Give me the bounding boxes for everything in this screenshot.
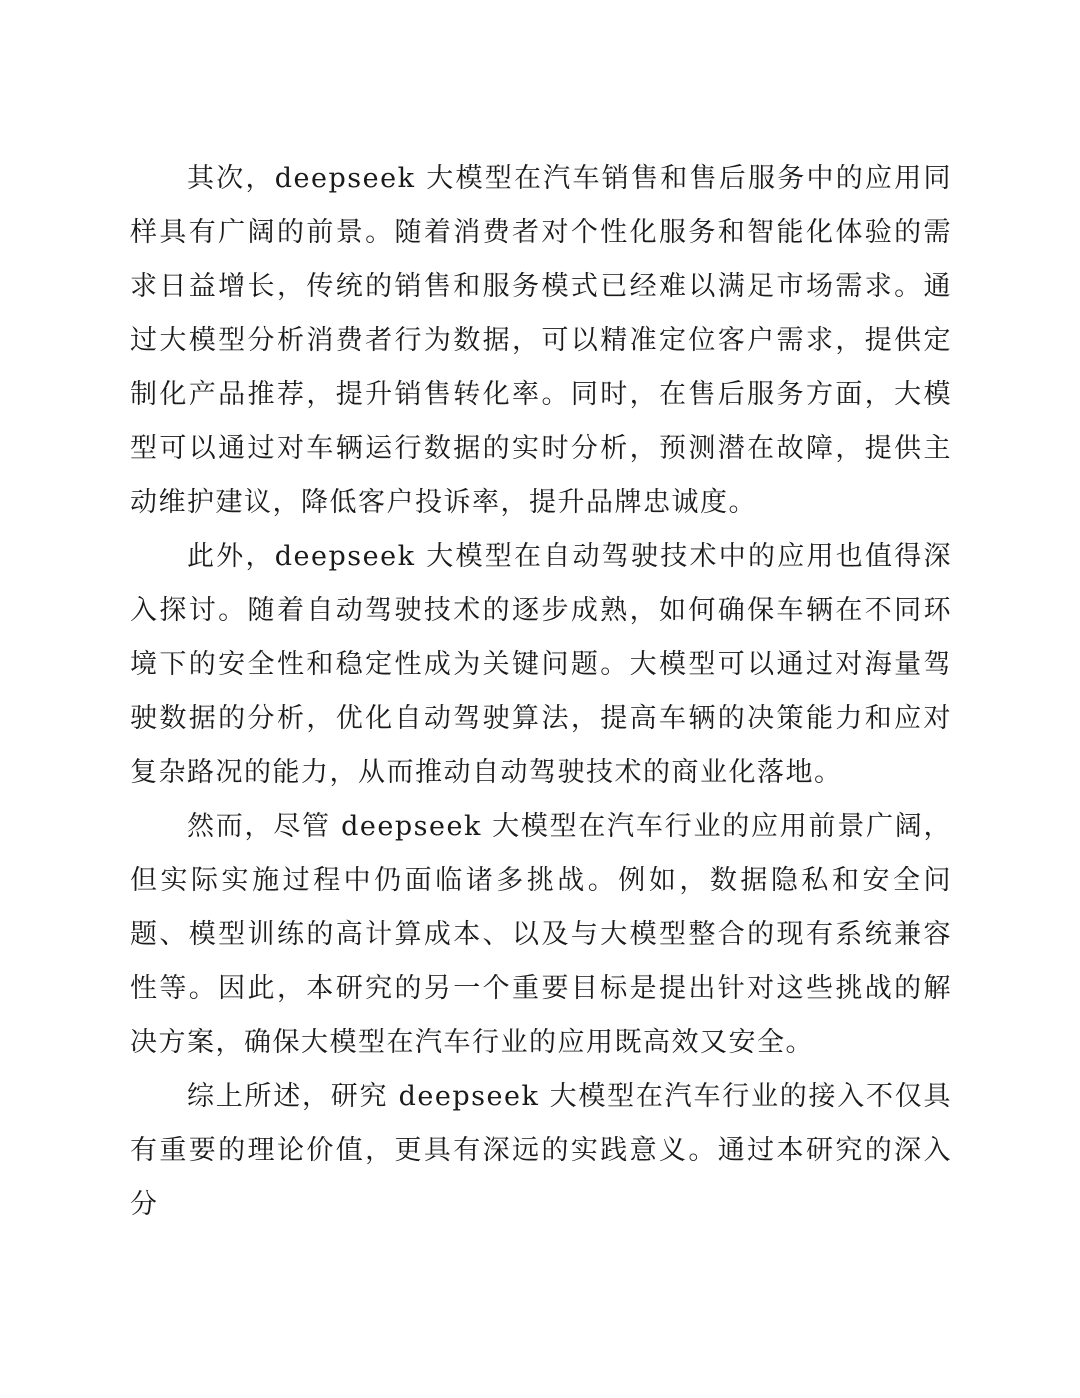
paragraph-2: 此外，deepseek 大模型在自动驾驶技术中的应用也值得深入探讨。随着自动驾驶技术的逐步成熟，如何确保车辆在不同环境下的安全性和稳定性成为关键问题。大模型可以通过对海量驾驶数据的分析，优化自动驾驶算法，提高车辆的决策能力和应对复杂路况的能力，从而推动自动驾驶技术的商业化落地。 bbox=[130, 541, 952, 788]
paragraph-4: 综上所述，研究 deepseek 大模型在汽车行业的接入不仅具有重要的理论价值，更具有深远的实践意义。通过本研究的深入分 bbox=[130, 1081, 952, 1220]
document-body bbox=[130, 152, 952, 1232]
paragraph-1: 其次，deepseek 大模型在汽车销售和售后服务中的应用同样具有广阔的前景。随着消费者对个性化服务和智能化体验的需求日益增长，传统的销售和服务模式已经难以满足市场需求。通过大模型分析消费者行为数据，可以精准定位客户需求，提供定制化产品推荐，提升销售转化率。同时，在售后服务方面，大模型可以通过对车辆运行数据的实时分析，预测潜在故障，提供主动维护建议，降低客户投诉率，提升品牌忠诚度。 bbox=[130, 163, 952, 518]
paragraph-3: 然而，尽管 deepseek 大模型在汽车行业的应用前景广阔，但实际实施过程中仍面临诸多挑战。例如，数据隐私和安全问题、模型训练的高计算成本、以及与大模型整合的现有系统兼容性等。因此，本研究的另一个重要目标是提出针对这些挑战的解决方案，确保大模型在汽车行业的应用既高效又安全。 bbox=[130, 811, 952, 1058]
